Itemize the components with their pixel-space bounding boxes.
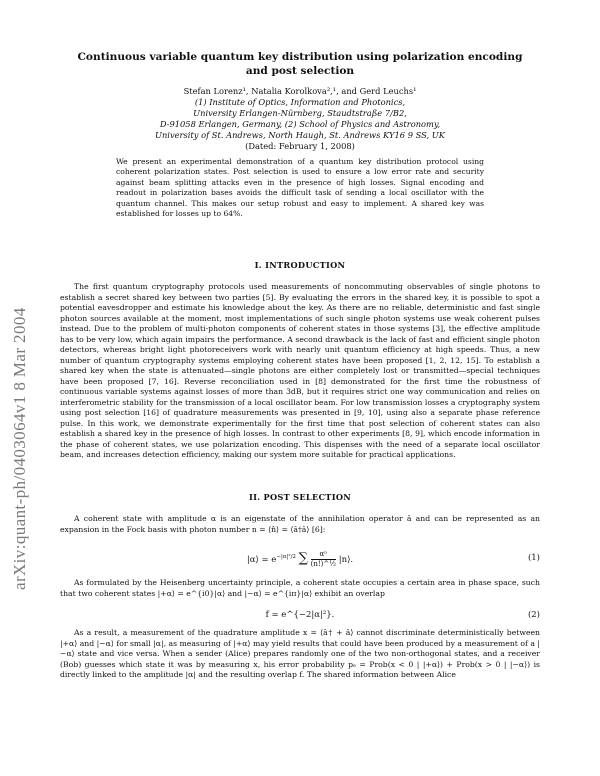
equation-number: (1) [527,553,540,563]
affiliation-line: (1) Institute of Optics, Information and Photonics, [194,97,406,107]
equation-1-fraction [311,550,336,569]
affiliation-line: University of St. Andrews, North Haugh, St. Andrews KY16 9 SS, UK [154,130,446,140]
equation-1-exponent: −|α|²/2 [276,554,296,561]
equation-1-sum: ∑ [298,551,308,566]
section-heading: I. INTRODUCTION [254,260,346,270]
affiliation-line: D-91058 Erlangen, Germany, (2) School of Physics and Astronomy, [159,119,441,129]
equation-1-rhs: |n⟩. [338,555,354,565]
paper-title: Continuous variable quantum key distribution using polarization encoding and post selection [77,51,523,77]
post-selection-paragraph: A coherent state with amplitude α is an eigenstate of the annihilation operator â and can be represented as an expansion in the Fock basis with photon number n = ⟨n̂⟩ = ⟨â†â⟩ [6]: [60,514,540,534]
equation-1-denominator: (n!)^½ [310,560,337,568]
abstract: We present an experimental demonstration of a quantum key distribution protocol using coherent polarization states. Post selection is used to ensure a low error rate and security against beam splitting attacks even in the presence of high losses. Signal encoding and readout in polarization bases avoids the difficult task of sending a local oscillator with the quantum channel. This makes our setup robust and easy to implement. A shared key was established for losses up to 64%. [116,157,484,219]
equation-number: (2) [527,610,540,620]
affiliation-line: University Erlangen-Nürnberg, Staudtstraße 7/B2, [193,108,407,118]
section-heading: II. POST SELECTION [248,492,352,502]
post-selection-paragraph: As a result, a measurement of the quadrature amplitude x = ⟨â† + â⟩ cannot discriminate deterministically between |+α⟩ and |−α⟩ for small |α|, as measuring of |+α⟩ may yield results that could have been produced by a measurement of a |−α⟩ state and vice versa. When a sender (Alice) prepares randomly one of the two non-orthogonal states, and a receiver (Bob) guesses which state it was by measuring x, his error probability pₑ = Prob(x < 0 | |+α⟩) + Prob(x > 0 | |−α⟩) is directly linked to the amplitude |α| and the resulting overlap f. The shared information between Alice [60,628,540,679]
equation-2-body: f = e^{−2|α|²}. [265,610,335,620]
dated-line: (Dated: February 1, 2008) [245,141,355,151]
equation-1-numerator: αⁿ [311,550,336,560]
arxiv-identifier: arXiv:quant-ph/0403064v1 8 Mar 2004 [10,307,29,590]
author-block [70,86,530,152]
equation-1 [60,546,540,572]
equation-2 [60,610,540,624]
equation-1-lhs: |α⟩ = e [246,555,277,565]
introduction-paragraph: The first quantum cryptography protocols used measurements of noncommuting observables of single photons to establish a secret shared key between two parties [5]. By evaluating the errors in the shared key, it is possible to spot a potential eavesdropper and estimate his knowledge about the key. As there are no reliable, deterministic and fast single photon sources available at the moment, most implementations of such single photon systems use weak coherent pulses instead. Due to the problem of multi-photon components of coherent states in those systems [3], the effective amplitude has to be very low, which again impairs the performance. A second drawback is the lack of fast and efficient single photon detectors, whereas bright light photoreceivers work with nearly unit quantum efficiency at high speeds. Thus, a new number of quantum cryptography systems employing coherent states have been proposed [1, 2, 12, 15]. To establish a shared key when the state is attenuated—single photons are either completely lost or transmitted—special techniques have been proposed [7, 16]. Reverse reconciliation used in [8] demonstrated for the first time the robustness of continuous variable systems against losses of more than 3dB, but it requires strict one way communication and relies on interferometric stability for the transmission of a local oscillator beam. For low transmission losses a cryptography system using post selection [16] of quadrature measurements was presented in [9, 10], using also a separate phase reference pulse. In this work, we demonstrate experimentally for the first time that post selection of coherent states can also establish a shared key in the presence of high losses. In contrast to other experiments [8, 9], which encode information in the phase of coherent states, we use polarization encoding. This dispenses with the need of a separate local oscillator beam, and increases detection efficiency, making our system more suitable for practical applications. [60,282,540,459]
post-selection-paragraph: As formulated by the Heisenberg uncertainty principle, a coherent state occupies a certain area in phase space, such that two coherent states |+α⟩ = e^{i0}|α⟩ and |−α⟩ = e^{iπ}|α⟩ exhibit an overlap [60,578,540,598]
author-list: Stefan Lorenz¹, Natalia Korolkova²,¹, and Gerd Leuchs¹ [183,86,417,96]
